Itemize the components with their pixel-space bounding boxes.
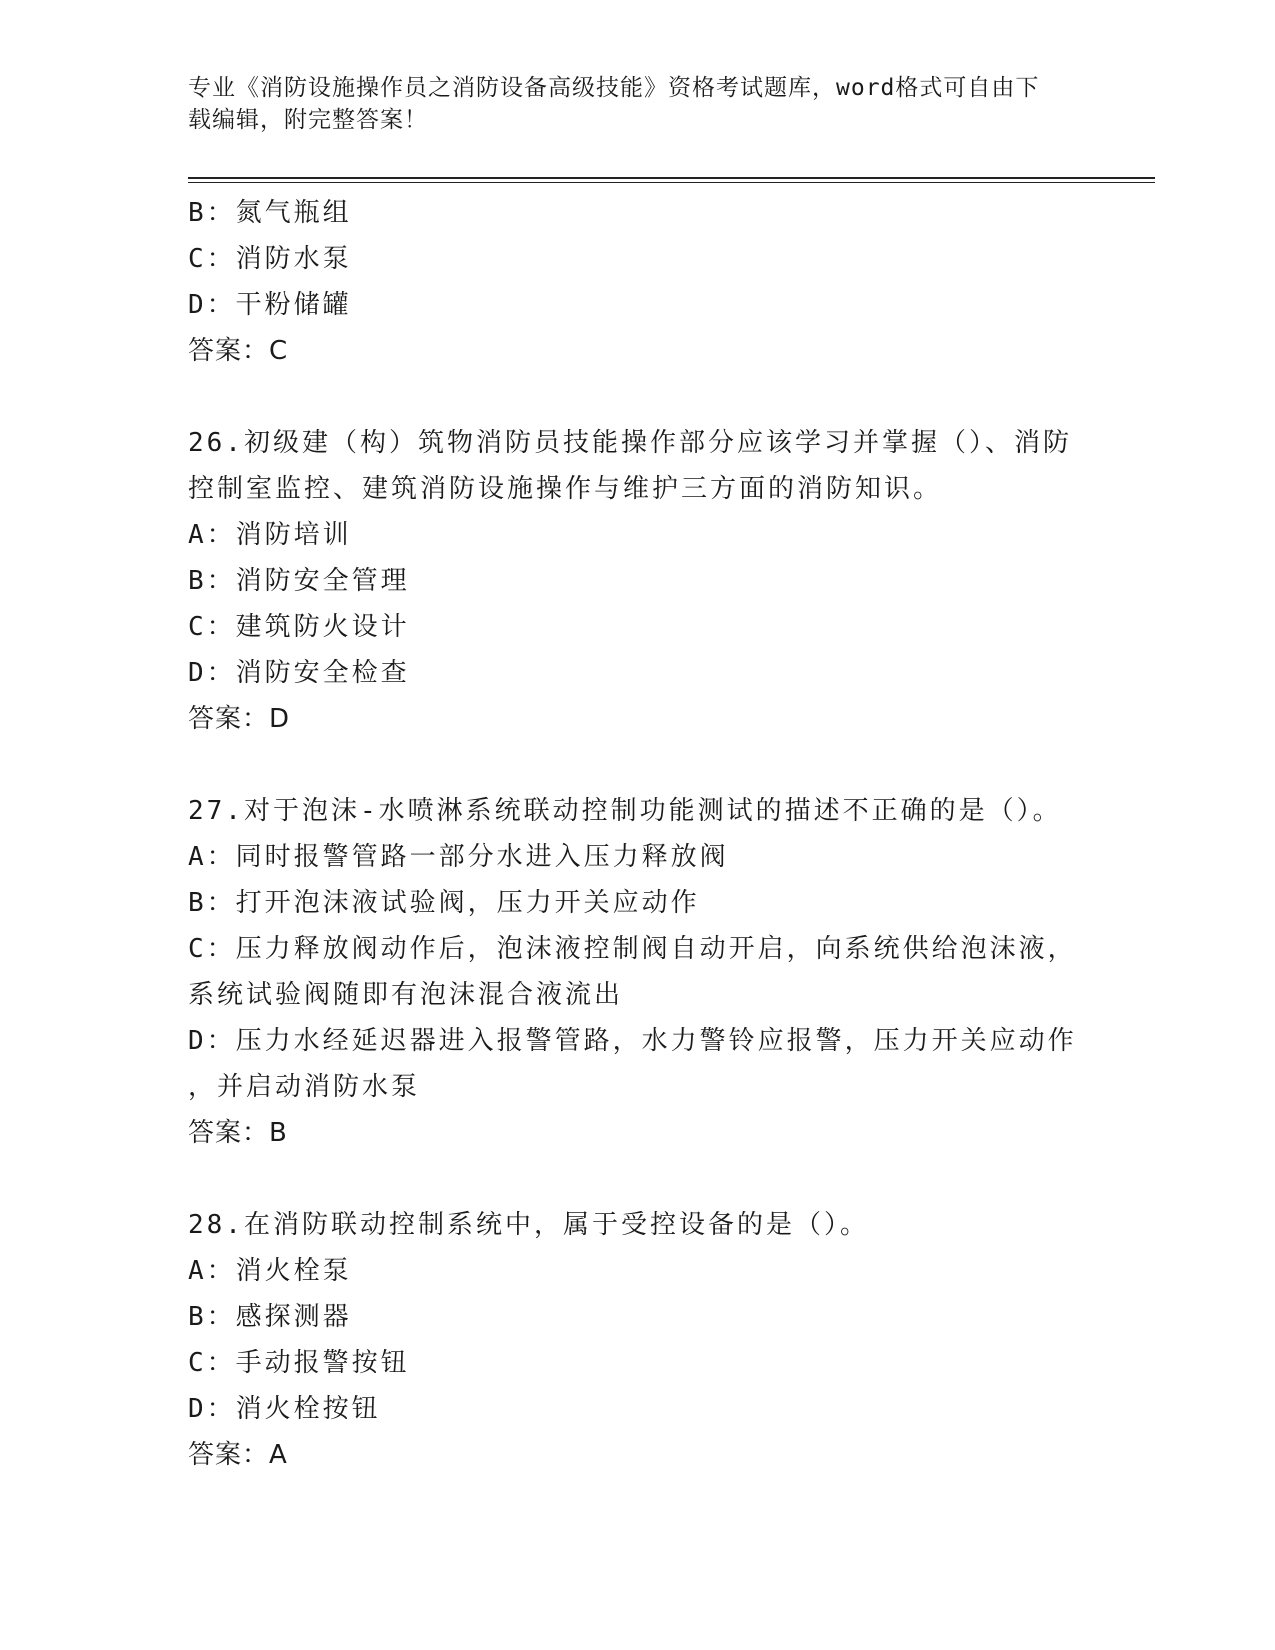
spacer	[188, 742, 1088, 788]
option-c: C：压力释放阀动作后，泡沫液控制阀自动开启，向系统供给泡沫液，	[188, 934, 1077, 964]
option-b: B：打开泡沫液试验阀，压力开关应动作	[188, 888, 700, 918]
option-c: C：建筑防火设计	[188, 612, 410, 642]
option-d: D：干粉储罐	[188, 290, 352, 320]
option-b: B：感探测器	[188, 1302, 352, 1332]
answer: 答案：B	[188, 1118, 288, 1148]
option-a: A：消火栓泵	[188, 1256, 352, 1286]
option-d-cont: ，并启动消防水泵	[188, 1072, 421, 1102]
option-c: C：消防水泵	[188, 244, 352, 274]
question-text-cont: 控制室监控、建筑消防设施操作与维护三方面的消防知识。	[188, 474, 943, 504]
question-list	[188, 190, 1088, 1478]
question-26	[188, 420, 1088, 742]
option-d: D：消火栓按钮	[188, 1394, 381, 1424]
question-28	[188, 1202, 1088, 1478]
question-text: 28.在消防联动控制系统中，属于受控设备的是（）。	[188, 1210, 869, 1240]
option-b: B：消防安全管理	[188, 566, 410, 596]
question-25	[188, 190, 1088, 374]
option-b: B：氮气瓶组	[188, 198, 352, 228]
header-divider-thin	[188, 182, 1155, 183]
option-c: C：手动报警按钮	[188, 1348, 410, 1378]
header-line-2: 载编辑，附完整答案！	[188, 107, 428, 133]
option-c-cont: 系统试验阀随即有泡沫混合液流出	[188, 980, 624, 1010]
document-header	[188, 72, 1068, 136]
header-divider-thick	[188, 177, 1155, 179]
spacer	[188, 1156, 1088, 1202]
question-text: 26.初级建（构）筑物消防员技能操作部分应该学习并掌握（）、消防	[188, 428, 1072, 458]
option-d: D：压力水经延迟器进入报警管路，水力警铃应报警，压力开关应动作	[188, 1026, 1077, 1056]
option-a: A：消防培训	[188, 520, 352, 550]
answer: 答案：A	[188, 1440, 288, 1470]
spacer	[188, 374, 1088, 420]
question-27	[188, 788, 1088, 1156]
question-text: 27.对于泡沫-水喷淋系统联动控制功能测试的描述不正确的是（）。	[188, 796, 1062, 826]
option-a: A：同时报警管路一部分水进入压力释放阀	[188, 842, 729, 872]
header-line-1: 专业《消防设施操作员之消防设备高级技能》资格考试题库，word格式可自由下	[188, 75, 1040, 101]
option-d: D：消防安全检查	[188, 658, 410, 688]
answer: 答案：C	[188, 336, 289, 366]
answer: 答案：D	[188, 704, 291, 734]
